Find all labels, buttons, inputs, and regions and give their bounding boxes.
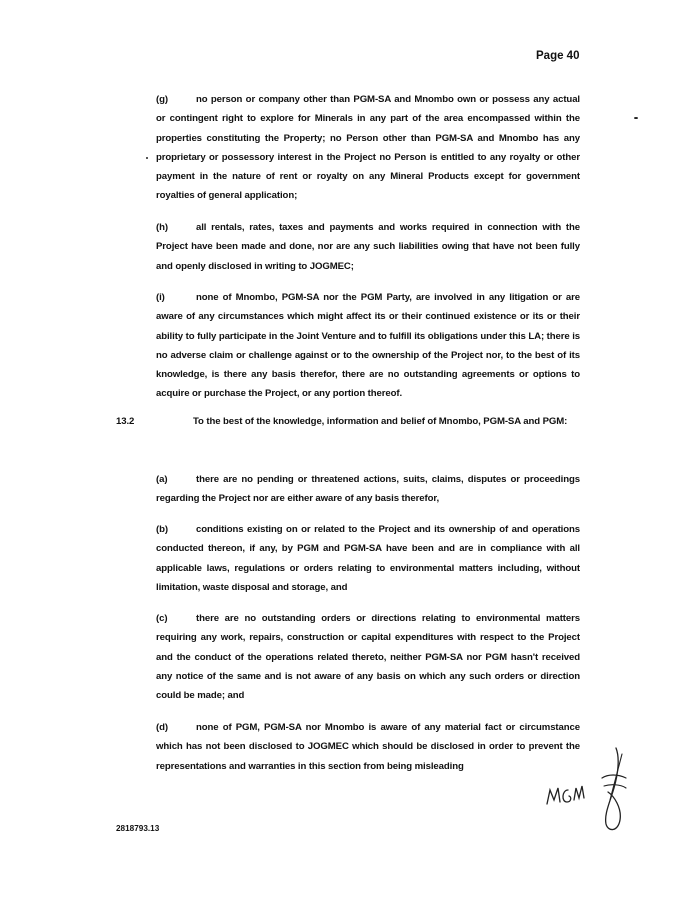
- document-reference: 2818793.13: [116, 824, 160, 833]
- page-number: Page 40: [536, 50, 580, 62]
- clause-text: no person or company other than PGM-SA and Mnombo own or possess any actual or contingent right to explore for Minerals in any part of the area encompassed within the properties constituting the Property; no Person other than PGM-SA and Mnombo has any proprietary or possessory interest in the Project no Person is entitled to any royalty or other payment in the nature of rent or royalty on any Mineral Products except for government royalties of general application;: [156, 94, 580, 202]
- clause-b: [156, 520, 580, 597]
- clause-label: (g): [156, 94, 168, 105]
- clause-label: (i): [156, 292, 165, 303]
- clause-label: (d): [156, 722, 168, 733]
- clause-text: there are no pending or threatened actions, suits, claims, disputes or proceedings regarding the Project nor are either aware of any basis therefor,: [156, 474, 580, 505]
- clause-label: (b): [156, 524, 168, 535]
- clause-text: none of PGM, PGM-SA nor Mnombo is aware of any material fact or circumstance which has not been disclosed to JOGMEC which should be disclosed in order to prevent the representations and warranties in this section from being misleading: [156, 722, 580, 772]
- clause-c: [156, 609, 580, 705]
- section-number: 13.2: [116, 416, 135, 427]
- clause-h: [156, 218, 580, 276]
- clause-label: (h): [156, 222, 168, 233]
- clause-label: (a): [156, 474, 168, 485]
- section-intro-text: To the best of the knowledge, information and belief of Mnombo, PGM-SA and PGM:: [193, 416, 568, 427]
- scan-speck: [634, 117, 638, 119]
- handwritten-initials: [544, 778, 590, 810]
- scan-speck: [146, 157, 148, 159]
- clause-text: there are no outstanding orders or directions relating to environmental matters requiring any work, repairs, construction or capital expenditures with respect to the Project and the conduct of the operations related thereto, neither PGM-SA nor PGM hasn't received any notice of the same and is not aware of any basis on which any such orders or direction could be made; and: [156, 613, 580, 702]
- handwritten-signature: [596, 744, 632, 836]
- clause-i: [156, 288, 580, 404]
- clause-g: [156, 90, 580, 206]
- clause-text: conditions existing on or related to the Project and its ownership of and operations conducted thereon, if any, by PGM and PGM-SA have been and are in compliance with all applicable laws, regulations or orders relating to environmental matters including, without limitation, waste disposal and storage, and: [156, 524, 580, 593]
- clause-text: none of Mnombo, PGM-SA nor the PGM Party, are involved in any litigation or are aware of any circumstances which might affect its or their continued existence or its or their ability to fully participate in the Joint Venture and to fulfill its obligations under this LA; there is no adverse claim or challenge against or to the ownership of the Project nor, to the best of its knowledge, is there any basis therefor, there are no outstanding agreements or options to acquire or purchase the Project, or any portion thereof.: [156, 292, 580, 400]
- clause-a: [156, 470, 580, 509]
- clause-text: all rentals, rates, taxes and payments and works required in connection with the Project have been made and done, nor are any such liabilities owing that have not been fully and openly disclosed in writing to JOGMEC;: [156, 222, 580, 272]
- clause-label: (c): [156, 613, 168, 624]
- clause-d: [156, 718, 580, 776]
- section-13-2-intro: [116, 412, 580, 431]
